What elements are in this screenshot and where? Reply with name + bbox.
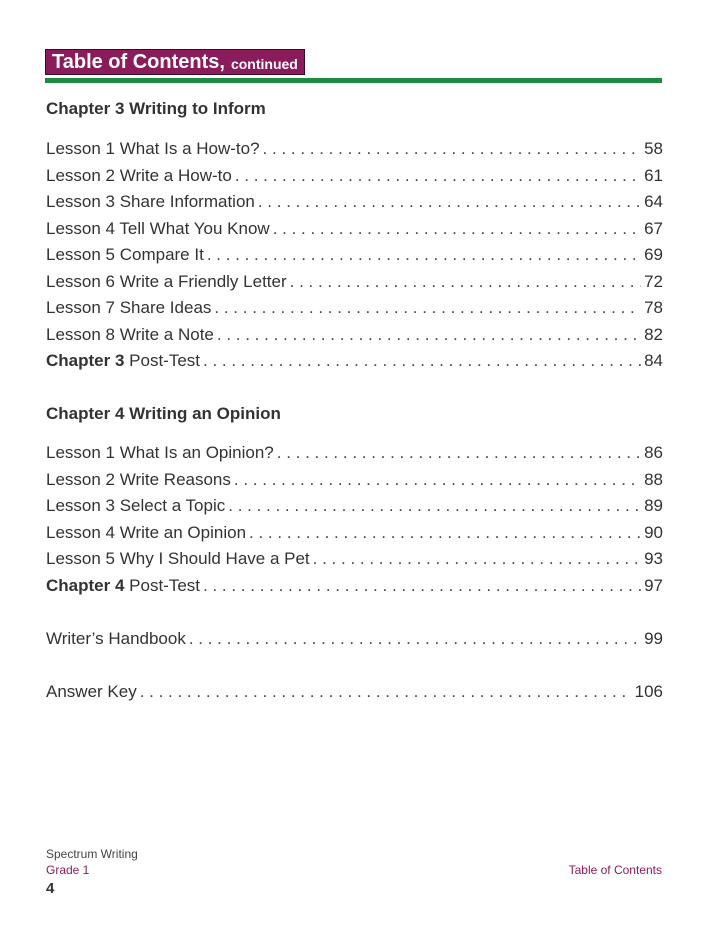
dot-leader [258, 192, 641, 212]
toc-entry [46, 166, 663, 188]
dot-leader [203, 351, 641, 371]
toc-entry-label: Lesson 2 Write a How-to [46, 165, 232, 185]
toc-entry [46, 192, 663, 214]
toc-entry-label: Writer’s Handbook [46, 629, 186, 648]
toc-entry [46, 219, 663, 241]
dot-leader [277, 443, 641, 463]
toc-entry-label: Lesson 5 Compare It [46, 245, 204, 264]
toc-entry-page: 61 [644, 165, 663, 185]
toc-entry [46, 523, 663, 545]
chapter-3-heading: Chapter 3 Writing to Inform [46, 99, 266, 118]
dot-leader [214, 298, 641, 318]
toc-entry-page: 72 [644, 271, 663, 291]
dot-leader [140, 682, 632, 702]
toc-entry-page: 86 [644, 443, 663, 462]
toc-entry-page: 106 [634, 682, 663, 701]
toc-entry-label: Lesson 4 Write an Opinion [46, 522, 247, 542]
toc-entry [46, 325, 663, 347]
toc-entry-label: Chapter 3 Post-Test [46, 351, 201, 370]
writers-handbook-entry [46, 629, 663, 651]
toc-entry [46, 245, 663, 267]
dot-leader [273, 219, 641, 239]
section-header [45, 49, 305, 75]
toc-entry-page: 78 [644, 298, 663, 317]
toc-entry-page: 88 [644, 469, 663, 489]
toc-entry [46, 470, 663, 492]
toc-entry-page: 99 [644, 629, 663, 648]
dot-leader [228, 496, 641, 516]
toc-entry-page: 82 [644, 324, 663, 344]
chapter-4-heading: Chapter 4 Writing an Opinion [46, 404, 281, 423]
dot-leader [203, 576, 641, 596]
footer-section: Table of Contents [568, 863, 662, 877]
toc-entry [46, 139, 663, 161]
toc-entry-label: Chapter 4 Post-Test [46, 576, 201, 595]
toc-entry-label: Lesson 3 Share Information [46, 192, 255, 211]
chapter-4-posttest-entry [46, 576, 663, 598]
dot-leader [290, 272, 641, 292]
chapter-3-posttest-entry [46, 351, 663, 373]
toc-entry-page: 93 [644, 549, 663, 568]
toc-entry-page: 69 [644, 245, 663, 264]
footer-page-number: 4 [46, 880, 55, 897]
toc-entry-page: 67 [644, 218, 663, 238]
dot-leader [235, 166, 641, 186]
toc-entry-page: 84 [644, 351, 663, 370]
dot-leader [313, 549, 641, 569]
toc-entry-label: Lesson 6 Write a Friendly Letter [46, 271, 287, 291]
toc-entry [46, 443, 663, 465]
toc-entry-page: 58 [644, 139, 663, 158]
header-divider [45, 78, 662, 83]
dot-leader [249, 523, 641, 543]
toc-entry-page: 90 [644, 522, 663, 542]
footer-grade: Grade 1 [46, 863, 90, 877]
toc-entry [46, 496, 663, 518]
toc-entry [46, 298, 663, 320]
header-title: Table of Contents, [52, 51, 225, 73]
toc-entry [46, 272, 663, 294]
toc-entry-label: Lesson 3 Select a Topic [46, 496, 226, 515]
header-subtitle: continued [230, 56, 298, 72]
toc-entry-label: Lesson 2 Write Reasons [46, 469, 231, 489]
dot-leader [217, 325, 641, 345]
answer-key-entry [46, 682, 663, 704]
footer-series: Spectrum Writing [46, 847, 138, 861]
toc-entry-page: 64 [644, 192, 663, 211]
dot-leader [207, 245, 641, 265]
toc-entry [46, 549, 663, 571]
toc-entry-label: Lesson 1 What Is an Opinion? [46, 443, 274, 462]
toc-entry-page: 89 [644, 496, 663, 515]
dot-leader [234, 470, 641, 490]
toc-entry-page: 97 [644, 576, 663, 595]
toc-entry-label: Lesson 8 Write a Note [46, 324, 214, 344]
dot-leader [263, 139, 642, 159]
toc-entry-label: Lesson 1 What Is a How-to? [46, 139, 260, 158]
toc-entry-label: Answer Key [46, 682, 137, 701]
dot-leader [189, 629, 641, 649]
toc-entry-label: Lesson 5 Why I Should Have a Pet [46, 549, 310, 568]
toc-entry-label: Lesson 7 Share Ideas [46, 298, 212, 317]
toc-entry-label: Lesson 4 Tell What You Know [46, 218, 270, 238]
